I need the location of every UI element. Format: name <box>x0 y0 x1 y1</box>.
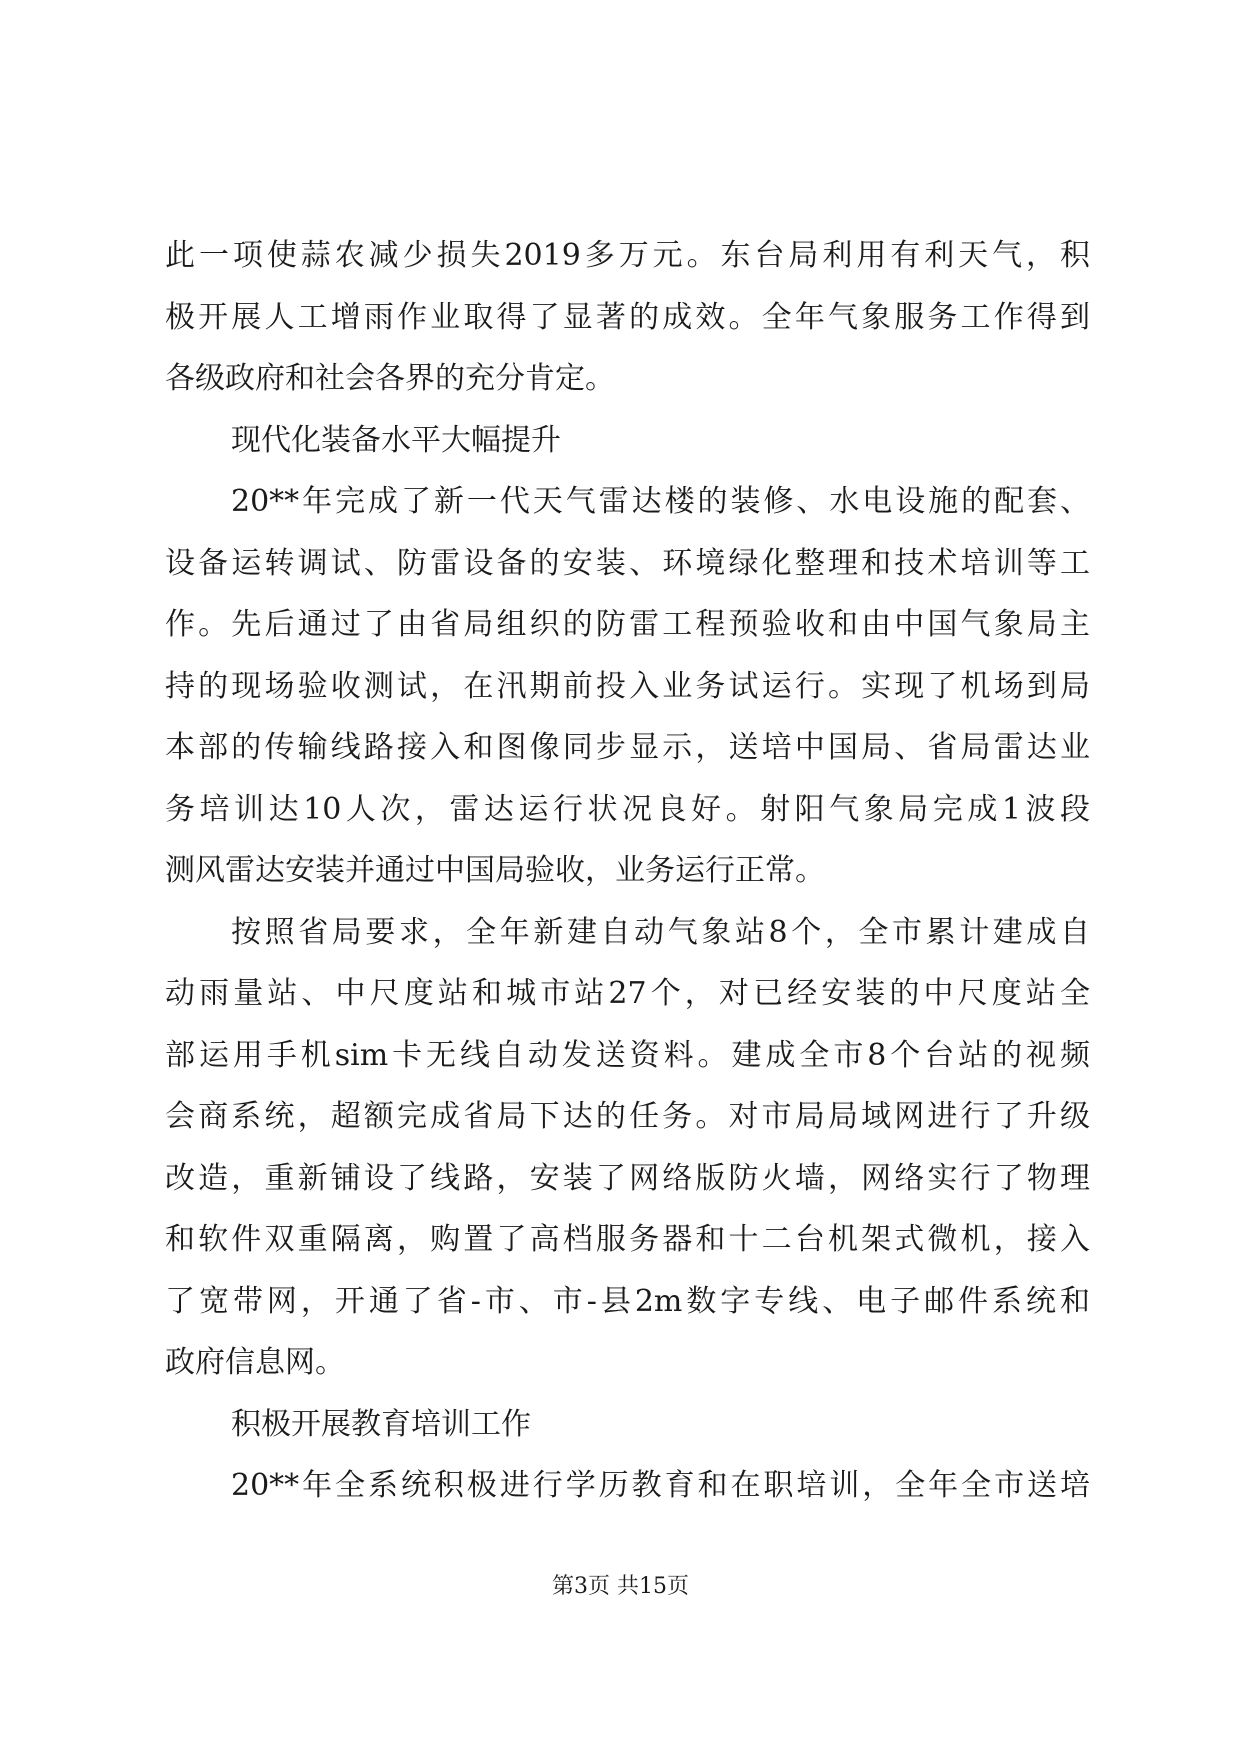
body-line-19: 政府信息网。 <box>165 1345 345 1380</box>
section-heading-equipment: 现代化装备水平大幅提升 <box>231 422 561 458</box>
body-line-6: 设备运转调试、防雷设备的安装、环境绿化整理和技术培训等工 <box>165 545 1090 581</box>
body-line-16: 改造，重新铺设了线路，安装了网络版防火墙，网络实行了物理 <box>165 1160 1090 1196</box>
body-line-3: 各级政府和社会各界的充分肯定。 <box>165 361 615 396</box>
body-line-13: 动雨量站、中尺度站和城市站27个，对已经安装的中尺度站全 <box>165 976 1090 1011</box>
body-line-9: 本部的传输线路接入和图像同步显示，送培中国局、省局雷达业 <box>165 730 1090 765</box>
body-line-7: 作。先后通过了由省局组织的防雷工程预验收和由中国气象局主 <box>165 607 1090 642</box>
body-line-18: 了宽带网，开通了省-市、市-县2m数字专线、电子邮件系统和 <box>165 1283 1090 1319</box>
body-line-11: 测风雷达安装并通过中国局验收，业务运行正常。 <box>165 853 825 888</box>
body-line-15: 会商系统，超额完成省局下达的任务。对市局局域网进行了升级 <box>165 1099 1090 1134</box>
section-heading-training: 积极开展教育培训工作 <box>231 1406 531 1442</box>
body-line-17: 和软件双重隔离，购置了高档服务器和十二台机架式微机，接入 <box>165 1222 1090 1257</box>
body-line-1: 此一项使蒜农减少损失2019多万元。东台局利用有利天气，积 <box>165 238 1090 273</box>
body-line-10: 务培训达10人次，雷达运行状况良好。射阳气象局完成1波段 <box>165 791 1090 827</box>
body-line-8: 持的现场验收测试，在汛期前投入业务试运行。实现了机场到局 <box>165 668 1090 704</box>
body-line-12: 按照省局要求，全年新建自动气象站8个，全市累计建成自 <box>231 914 1090 950</box>
body-line-14: 部运用手机sim卡无线自动发送资料。建成全市8个台站的视频 <box>165 1037 1090 1073</box>
body-line-5: 20**年完成了新一代天气雷达楼的装修、水电设施的配套、 <box>231 484 1090 519</box>
body-line-21: 20**年全系统积极进行学历教育和在职培训，全年全市送培 <box>231 1468 1090 1503</box>
body-line-2: 极开展人工增雨作业取得了显著的成效。全年气象服务工作得到 <box>165 299 1090 335</box>
page-number-footer: 第3页 共15页 <box>552 1574 689 1599</box>
document-body <box>165 225 1090 1517</box>
